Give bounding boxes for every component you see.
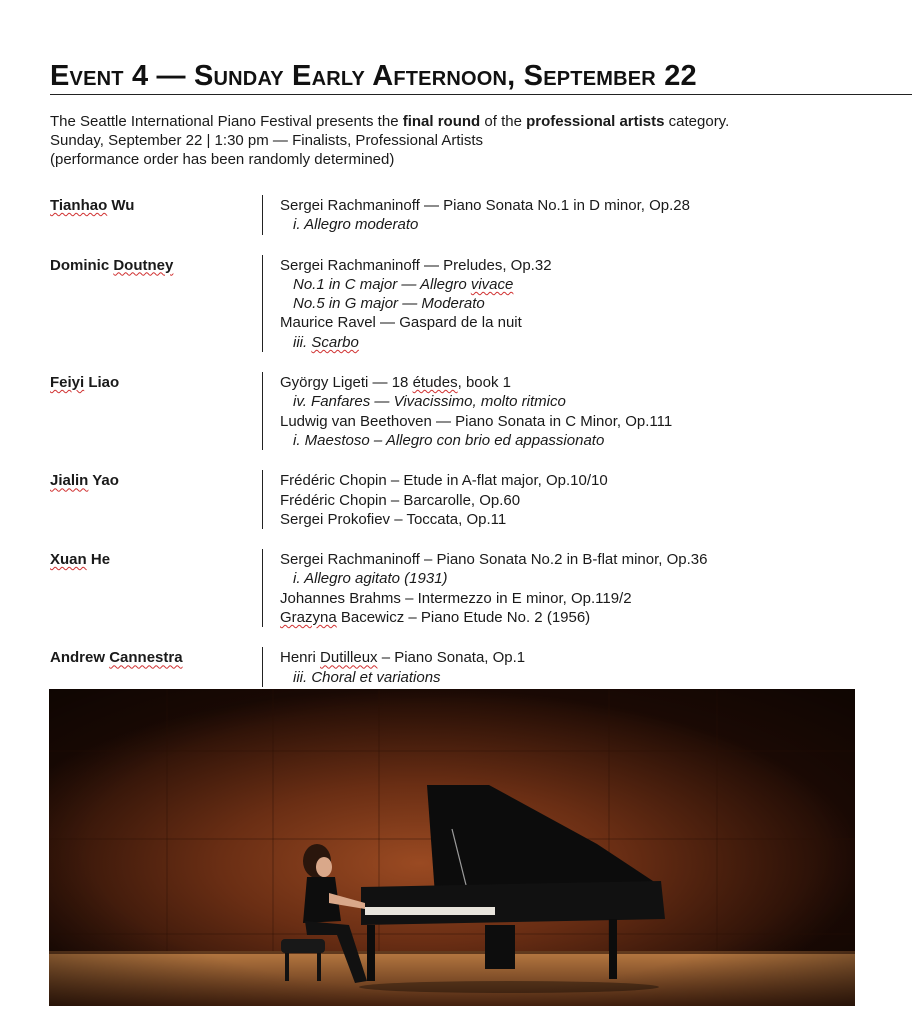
work-line: Sergei Rachmaninoff – Piano Sonata No.2 in B-flat minor, Op.36 [280, 551, 708, 569]
pianist-on-stage-photo [49, 689, 855, 1006]
repertoire-list [262, 195, 690, 235]
performer-name: Feiyi Liao [50, 374, 120, 392]
work-line: Johannes Brahms – Intermezzo in E minor, Op.119/2 [280, 589, 632, 607]
performer-name: Xuan He [50, 551, 111, 569]
repertoire-list [262, 549, 707, 627]
movement-line: i. Maestoso – Allegro con brio ed appassionato [293, 431, 605, 449]
movement-line: i. Allegro agitato (1931) [293, 570, 448, 588]
performer-row [50, 195, 880, 235]
work-line: Frédéric Chopin – Etude in A-flat major, Op.10/10 [280, 472, 608, 490]
movement-line: i. Allegro moderato [293, 216, 419, 234]
work-line: Sergei Prokofiev – Toccata, Op.11 [280, 510, 507, 528]
repertoire-list [262, 647, 525, 687]
repertoire-list [262, 255, 552, 352]
intro [50, 112, 729, 169]
performer-name: Dominic Doutney [50, 256, 174, 274]
performer-row [50, 647, 880, 687]
work-line: Maurice Ravel — Gaspard de la nuit [280, 314, 522, 332]
work-line: Sergei Rachmaninoff — Piano Sonata No.1 in D minor, Op.28 [280, 197, 690, 214]
intro-line-1: The Seattle International Piano Festival presents the final round of the professional artists category. [50, 113, 730, 130]
performer-name: Andrew Cannestra [50, 649, 183, 667]
performer-row [50, 470, 880, 529]
performer-name: Tianhao Wu [50, 197, 135, 214]
movement-line: iii. Scarbo [293, 333, 359, 351]
movement-line: No.5 in G major — Moderato [293, 295, 485, 313]
performer-row [50, 255, 880, 352]
program-list [50, 195, 880, 687]
work-line: Ludwig van Beethoven — Piano Sonata in C Minor, Op.111 [280, 412, 673, 430]
performer-row [50, 549, 880, 627]
movement-line: No.1 in C major — Allegro vivace [293, 275, 514, 293]
performer-row [50, 372, 880, 450]
page-title: Event 4 — Sunday Early Afternoon, September 22 [50, 60, 697, 92]
intro-line-2: Sunday, September 22 | 1:30 pm — Finalists, Professional Artists [50, 132, 483, 149]
performer-name: Jialin Yao [50, 472, 119, 490]
work-line: Henri Dutilleux – Piano Sonata, Op.1 [280, 649, 526, 667]
work-line: Grazyna Bacewicz – Piano Etude No. 2 (1956) [280, 609, 591, 627]
work-line: György Ligeti — 18 études, book 1 [280, 374, 511, 392]
repertoire-list [262, 470, 608, 529]
intro-line-3: (performance order has been randomly determined) [50, 151, 395, 168]
movement-line: iv. Fanfares — Vivacissimo, molto ritmico [293, 393, 566, 411]
title-rule [50, 94, 912, 95]
movement-line: iii. Choral et variations [293, 668, 441, 686]
repertoire-list [262, 372, 672, 450]
work-line: Frédéric Chopin – Barcarolle, Op.60 [280, 491, 521, 509]
work-line: Sergei Rachmaninoff — Preludes, Op.32 [280, 256, 552, 274]
